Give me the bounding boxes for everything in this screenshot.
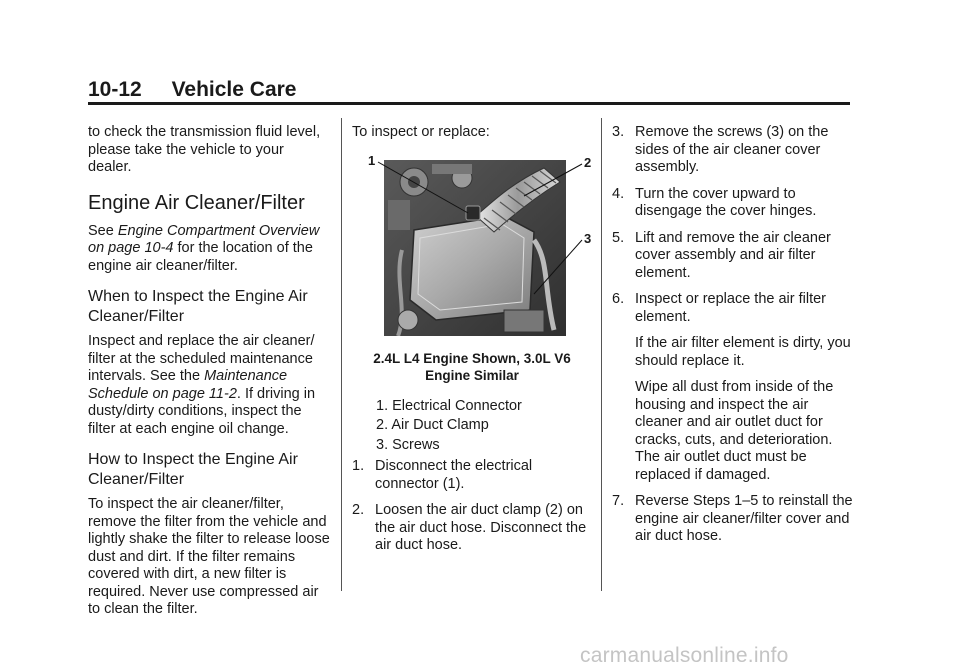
when-text-1: Inspect and replace the air cleaner/ filter at the scheduled maintenance intervals. See the	[88, 333, 315, 384]
steps-list-b	[612, 124, 857, 546]
step-text: Inspect or replace the air filter element.	[635, 291, 827, 325]
page-number: 10-12	[88, 78, 142, 101]
header-rule	[88, 102, 850, 105]
when-paragraph	[88, 333, 331, 438]
step-item	[612, 124, 857, 177]
callout-2: 2	[584, 154, 592, 170]
legend-item: 1. Electrical Connector	[376, 397, 522, 414]
see-suffix: for the location of the engine air cleaner/filter.	[88, 240, 313, 274]
figure-legend	[376, 398, 592, 455]
engine-figure	[358, 152, 594, 342]
see-paragraph	[88, 223, 331, 276]
column-1	[88, 124, 331, 629]
how-paragraph: To inspect the air cleaner/filter, remove the filter from the vehicle and lightly shake the filter to release loose dust and dirt. If the filter remains covered with dirt, a new filter is required. Never use compressed air to clean the filter.	[88, 496, 330, 617]
step-subtext: If the air filter element is dirty, you should replace it.	[635, 335, 851, 369]
step-number: 1.	[352, 458, 365, 474]
intro-paragraph: to check the transmission fluid level, please take the vehicle to your dealer.	[88, 124, 321, 175]
when-text-2: . If driving in dusty/dirty conditions, inspect the filter at each engine oil change.	[88, 385, 316, 437]
legend-item: 3. Screws	[376, 436, 440, 453]
section-title: Vehicle Care	[171, 78, 297, 101]
step-text: Reverse Steps 1–5 to reinstall the engine air cleaner/filter cover and air duct hose.	[635, 493, 853, 544]
step-item	[612, 230, 857, 283]
watermark: carmanualsonline.info	[580, 644, 789, 667]
step-subtext: Wipe all dust from inside of the housing and inspect the air cleaner and air outlet duct for cracks, cuts, and deterioration. The air outlet duct must be replaced if damaged.	[635, 379, 834, 483]
callout-1: 1	[368, 152, 376, 168]
step-text: Remove the screws (3) on the sides of the air cleaner cover assembly.	[635, 124, 829, 175]
step-number: 6.	[612, 291, 625, 307]
step-text: Lift and remove the air cleaner cover assembly and air filter element.	[635, 229, 831, 281]
cross-reference-link[interactable]: Engine Compartment Overview on page 10-4	[88, 222, 320, 256]
steps-list-a	[352, 458, 592, 555]
step-item	[612, 186, 857, 221]
column-2	[352, 124, 592, 564]
step-text: Loosen the air duct clamp (2) on the air duct hose. Disconnect the air duct hose.	[375, 502, 587, 553]
step-text: Disconnect the electrical connector (1).	[375, 458, 533, 492]
step-text: Turn the cover upward to disengage the cover hinges.	[635, 185, 817, 219]
column-3	[612, 124, 857, 555]
step-number: 2.	[352, 502, 365, 518]
legend-item: 2. Air Duct Clamp	[376, 417, 489, 433]
subheading-how: How to Inspect the Engine Air Cleaner/Filter	[88, 451, 298, 488]
see-prefix: See	[88, 222, 118, 239]
step-item	[612, 493, 857, 546]
step-number: 4.	[612, 185, 625, 202]
step-item	[352, 502, 592, 555]
step-body	[635, 291, 857, 484]
step-item	[352, 458, 592, 493]
step-number: 5.	[612, 229, 625, 246]
column-divider-1	[341, 118, 342, 591]
step-number: 3.	[612, 124, 625, 140]
page-header	[88, 78, 296, 102]
subheading-when: When to Inspect the Engine Air Cleaner/Filter	[88, 288, 308, 325]
maintenance-schedule-link[interactable]: Maintenance Schedule on page 11-2	[88, 368, 288, 402]
lead-text: To inspect or replace:	[352, 124, 490, 140]
callout-leaders	[358, 152, 594, 342]
section-heading: Engine Air Cleaner/Filter	[88, 191, 305, 214]
step-number: 7.	[612, 493, 625, 509]
callout-3: 3	[584, 230, 592, 246]
figure-caption: 2.4L L4 Engine Shown, 3.0L V6 Engine Similar	[373, 350, 571, 383]
column-divider-2	[601, 118, 602, 591]
step-item	[612, 291, 857, 484]
